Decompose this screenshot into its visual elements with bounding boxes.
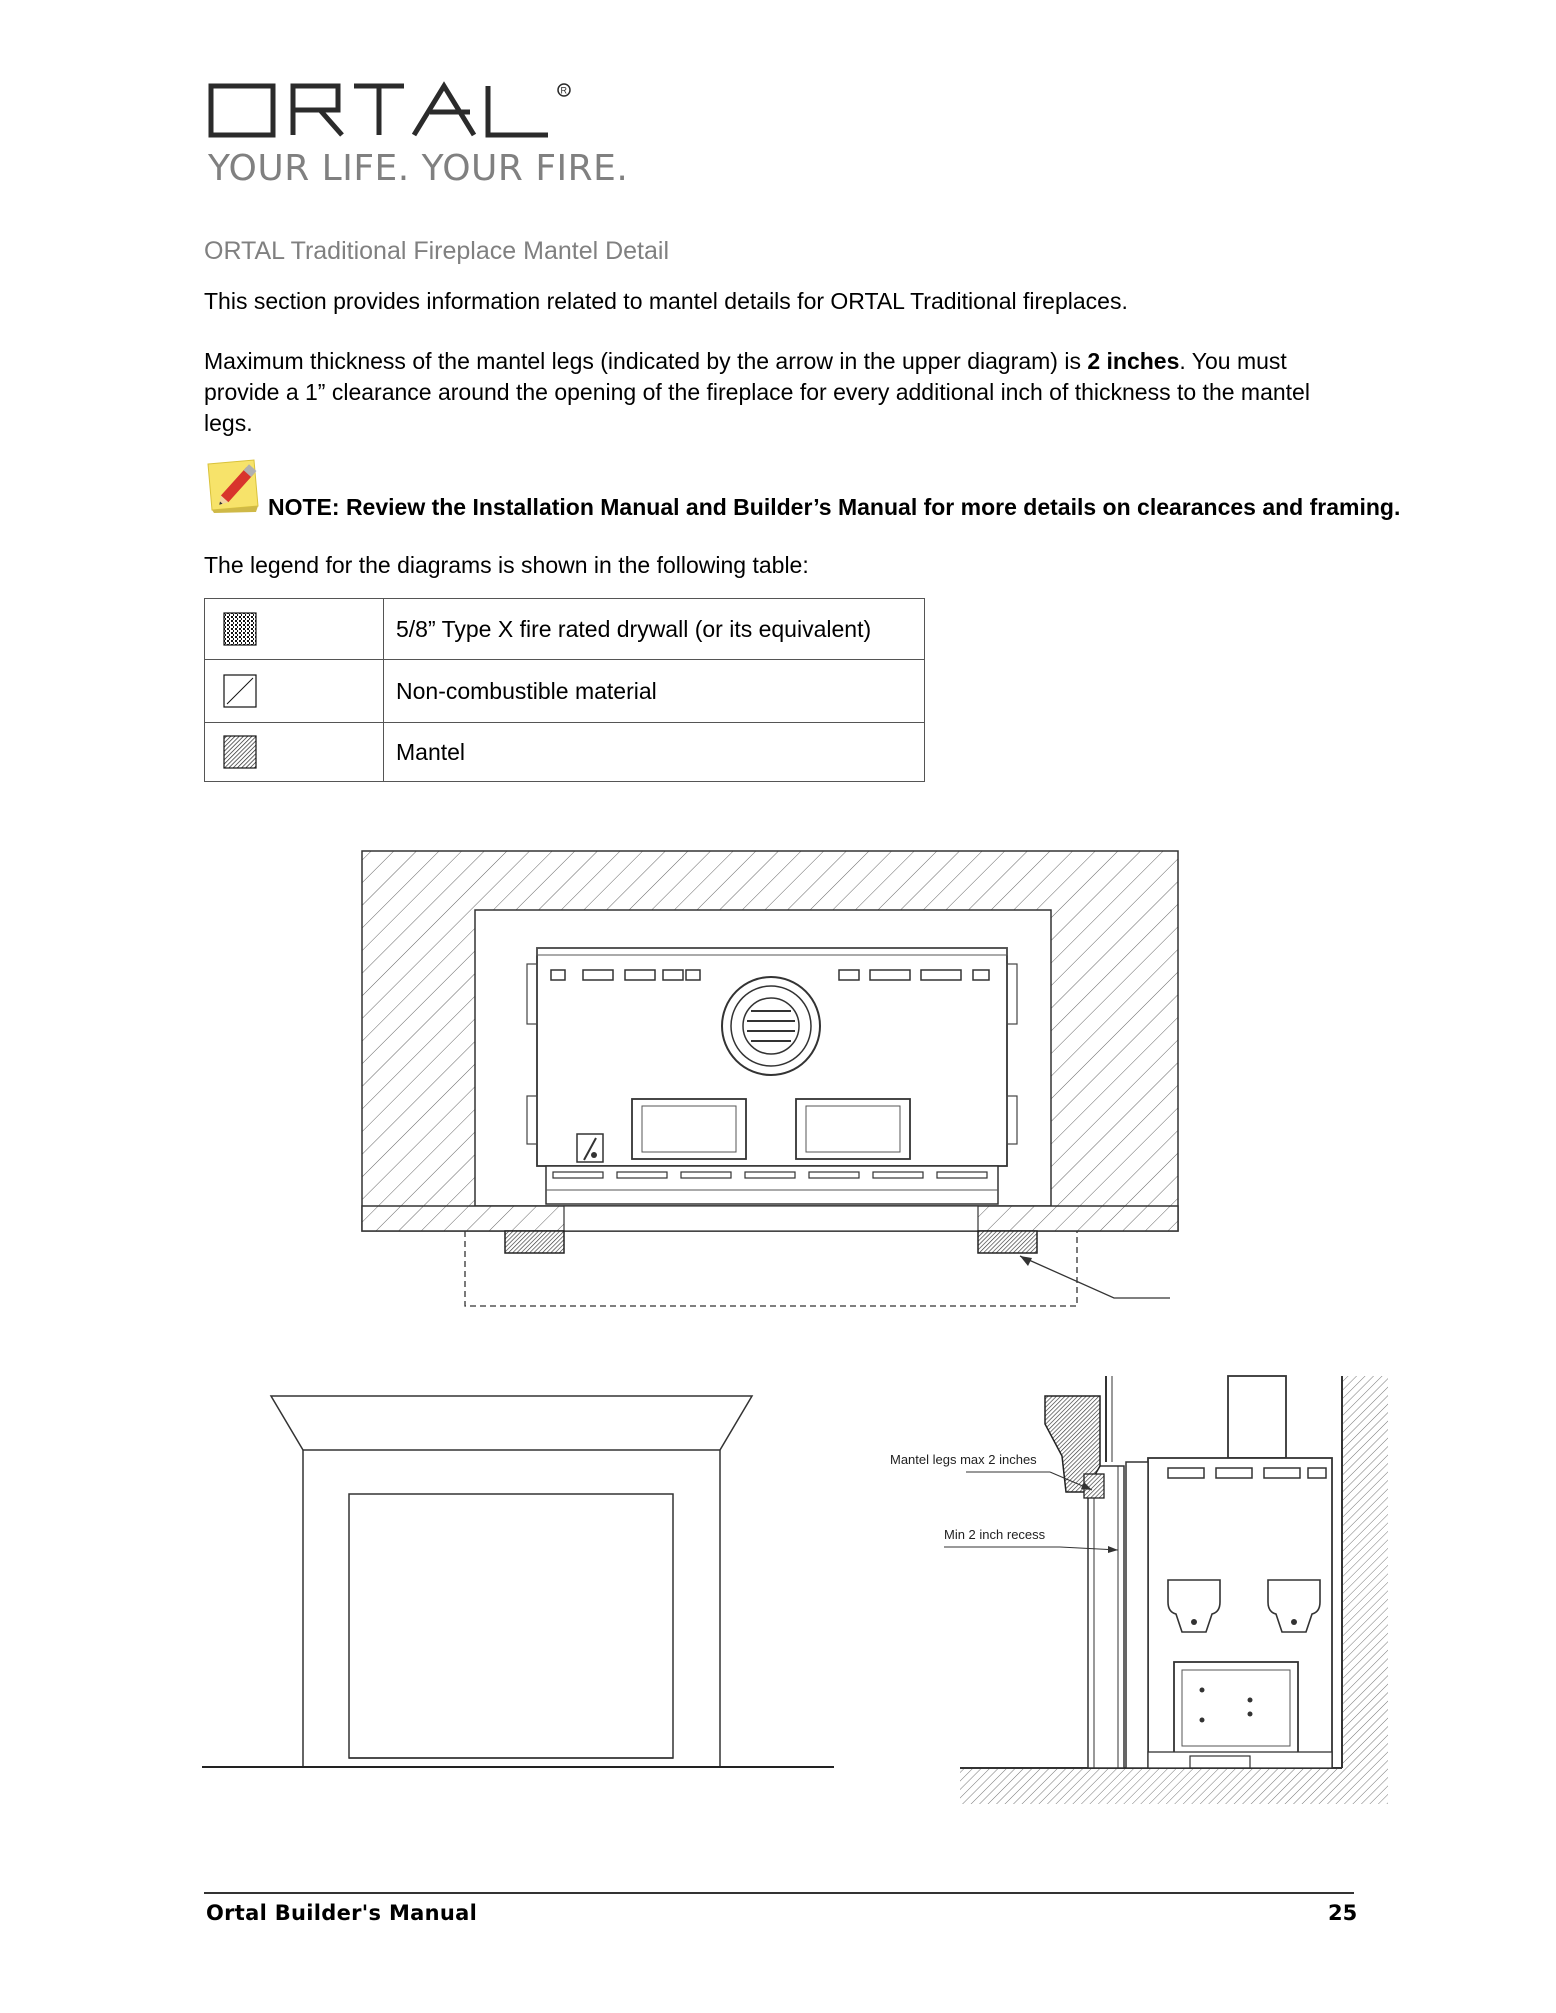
intro-paragraph: This section provides information related to mantel details for ORTAL Traditional fireplaces. [204, 288, 1128, 314]
mantel-legs-label: Mantel legs max 2 inches [890, 1452, 1037, 1467]
recess-label: Min 2 inch recess [944, 1527, 1046, 1542]
upper-front-diagram [362, 851, 1178, 1306]
legend-label: Mantel [384, 723, 925, 782]
svg-text:R: R [560, 85, 567, 96]
section-title: ORTAL Traditional Fireplace Mantel Detail [204, 237, 670, 265]
thickness-text-post: . You must provide a 1” clearance around the opening of the fireplace for every additional inch of thickness to the mantel legs. [204, 348, 1310, 436]
footer-page-number: 25 [1328, 1901, 1358, 1925]
footer-divider [204, 1892, 1354, 1894]
note-text: NOTE: Review the Installation Manual and Builder’s Manual for more details on clearances and framing. [268, 494, 1401, 520]
thickness-value: 2 inches [1087, 348, 1180, 374]
legend-label: 5/8” Type X fire rated drywall (or its equivalent) [384, 599, 925, 660]
legend-label: Non-combustible material [384, 660, 925, 723]
thickness-text-pre: Maximum thickness of the mantel legs (indicated by the arrow in the upper diagram) is [204, 348, 1088, 374]
side-section-diagram [944, 1376, 1388, 1804]
mantel-front-elevation [202, 1396, 834, 1767]
brand-tagline: YOUR LIFE. YOUR FIRE. [208, 148, 629, 189]
footer-manual-title: Ortal Builder's Manual [206, 1901, 478, 1925]
legend-intro: The legend for the diagrams is shown in the following table: [204, 552, 809, 578]
